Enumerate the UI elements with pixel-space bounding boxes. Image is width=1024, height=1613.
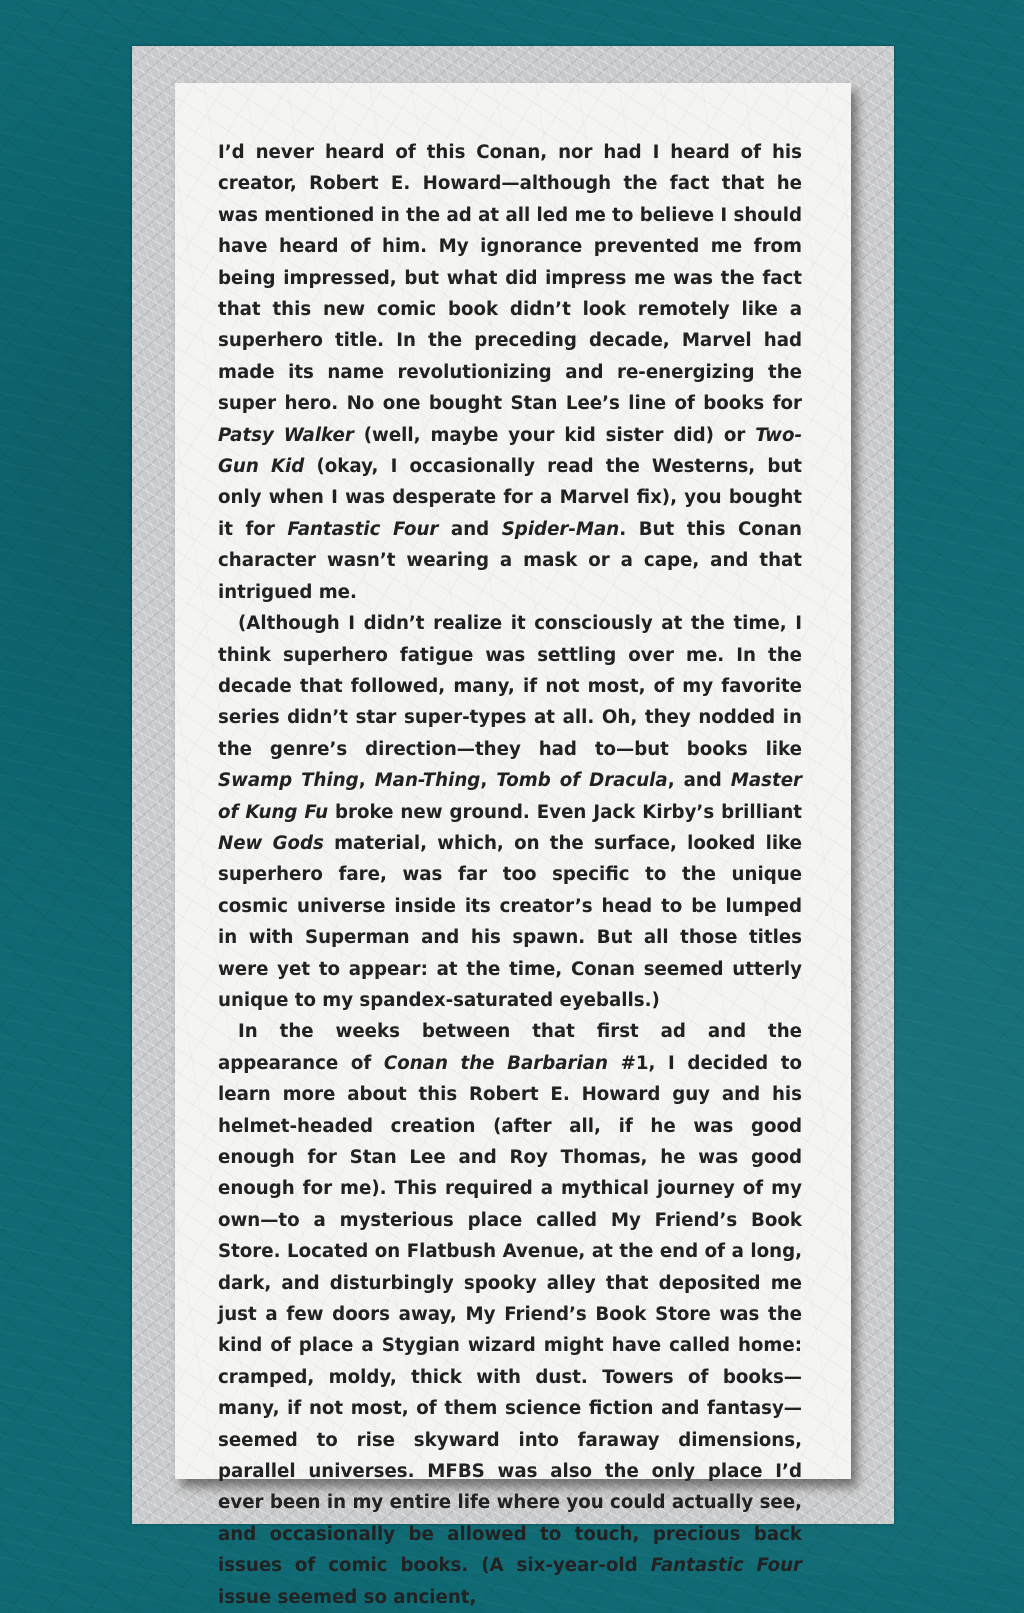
article-text	[218, 137, 802, 1613]
paragraph-2: (Although I didn’t realize it consciously at the time, I think superhero fatigue was settling over me. In the decade that followed, many, if not most, of my favorite series didn’t star super-types at all. Oh, they nodded in the genre’s direction—they had to—but books like Swamp Thing, Man-Thing, Tomb of Dracula, and Master of Kung Fu broke new ground. Even Jack Kirby’s brilliant New Gods material, which, on the surface, looked like superhero fare, was far too specific to the unique cosmic universe inside its creator’s head to be lumped in with Superman and his spawn. But all those titles were yet to appear: at the time, Conan seemed utterly unique to my spandex-saturated eyeballs.)	[218, 613, 802, 1011]
paragraph-1: I’d never heard of this Conan, nor had I heard of his creator, Robert E. Howard—although the fact that he was mentioned in the ad at all led me to believe I should have heard of him. My ignorance prevented me from being impressed, but what did impress me was the fact that this new comic book didn’t look remotely like a superhero title. In the preceding decade, Marvel had made its name revolutionizing and re-energizing the super hero. No one bought Stan Lee’s line of books for Patsy Walker (well, maybe your kid sister did) or Two-Gun Kid (okay, I occasionally read the Westerns, but only when I was desperate for a Marvel fix), you bought it for Fantastic Four and Spider-Man. But this Conan character wasn’t wearing a mask or a cape, and that intrigued me.	[218, 142, 803, 603]
paragraph-3: In the weeks between that first ad and the appearance of Conan the Barbarian #1, I decided to learn more about this Robert E. Howard guy and his helmet-headed creation (after all, if he was good enough for Stan Lee and Roy Thomas, he was good enough for me). This required a mythical journey of my own—to a mysterious place called My Friend’s Book Store. Located on Flatbush Avenue, at the end of a long, dark, and disturbingly spooky alley that deposited me just a few doors away, My Friend’s Book Store was the kind of place a Stygian wizard might have called home: cramped, moldy, thick with dust. Towers of books—many, if not most, of them science fiction and fantasy—seemed to rise skyward into faraway dimensions, parallel universes. MFBS was also the only place I’d ever been in my entire life where you could actually see, and occasionally be allowed to touch, precious back issues of comic books. (A six-year-old Fantastic Four issue seemed so ancient,	[218, 1021, 802, 1608]
